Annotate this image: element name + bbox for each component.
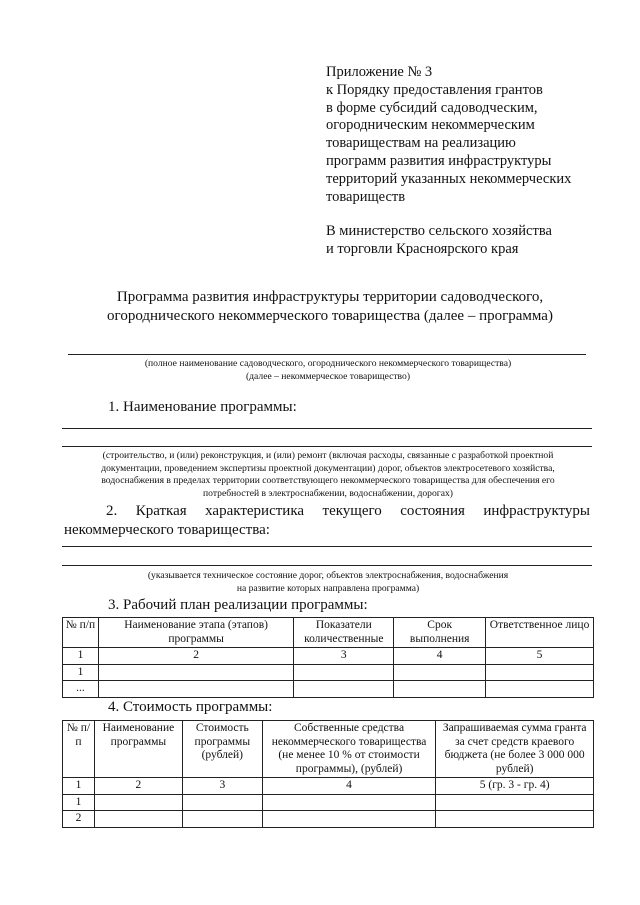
table-cell[interactable]: [94, 794, 182, 811]
recipient-line: и торговли Красноярского края: [326, 241, 519, 258]
infrastructure-line-2[interactable]: [62, 565, 592, 566]
section1-heading: 1. Наименование программы:: [108, 399, 297, 415]
appendix-line: в форме субсидий садоводческим,: [326, 99, 538, 116]
column-number: 2: [94, 778, 182, 795]
appendix-block: [326, 64, 626, 259]
appendix-line: программ развития инфраструктуры: [326, 152, 552, 169]
header-cell: Ответственное лицо: [486, 618, 594, 648]
infrastructure-line-1[interactable]: [62, 546, 592, 547]
table-row: [63, 794, 594, 811]
caption-line: (далее – некоммерческое товарищество): [245, 370, 411, 382]
caption-line: (полное наименование садоводческого, огороднического некоммерческого товарищества): [144, 358, 512, 369]
appendix-number: Приложение № 3: [326, 64, 433, 80]
header-cell: Собственные средства некоммерческого товарищества (не менее 10 % от стоимости программы), (рублей): [262, 721, 436, 778]
column-number-row: [63, 648, 594, 665]
row-number: 2: [63, 811, 95, 828]
table-cell[interactable]: [394, 664, 486, 681]
caption-line: (указывается техническое состояние дорог, объектов электроснабжения, водоснабжения: [147, 570, 509, 581]
table-cell[interactable]: [94, 811, 182, 828]
table-header-row: [63, 618, 594, 648]
header-cell: № п/п: [63, 721, 95, 778]
table-cell[interactable]: [394, 681, 486, 698]
program-name-line-2[interactable]: [62, 446, 592, 447]
appendix-line: огородническим некоммерческим: [326, 117, 535, 134]
appendix-line: территорий указанных некоммерческих: [326, 170, 572, 187]
caption-line: (строительство, и (или) реконструкция, и (или) ремонт (включая расходы, связанные с разработкой проектной: [102, 450, 554, 461]
recipient-line: В министерство сельского хозяйства: [326, 223, 552, 240]
header-cell: Срок выполнения: [394, 618, 486, 648]
header-cell: Стоимость программы (рублей): [182, 721, 262, 778]
table-cell[interactable]: [98, 664, 293, 681]
table-cell[interactable]: [262, 794, 436, 811]
header-cell: Наименование этапа (этапов) программы: [98, 618, 293, 648]
section3-heading: 3. Рабочий план реализации программы:: [108, 597, 368, 613]
heading-line: 2. Краткая характеристика текущего состояния инфраструктуры: [106, 503, 590, 519]
heading-line: некоммерческого товарищества:: [64, 522, 270, 538]
document-title: [60, 288, 600, 326]
column-number: 3: [182, 778, 262, 795]
table-cell[interactable]: [486, 681, 594, 698]
table-cell[interactable]: [182, 794, 262, 811]
column-number: 4: [394, 648, 486, 665]
table-cell[interactable]: [98, 681, 293, 698]
caption-line: на развитие которых направлена программа): [236, 582, 420, 594]
column-number: 3: [294, 648, 394, 665]
column-number: 5 (гр. 3 - гр. 4): [436, 778, 594, 795]
column-number: 1: [63, 648, 99, 665]
table-cell[interactable]: [262, 811, 436, 828]
title-line: огороднического некоммерческого товарищества (далее – программа): [107, 308, 553, 324]
title-line: Программа развития инфраструктуры территории садоводческого,: [116, 289, 544, 305]
table-cell[interactable]: [294, 681, 394, 698]
program-cost-table: [62, 720, 594, 828]
table-cell[interactable]: [436, 811, 594, 828]
header-cell: Показатели количественные: [294, 618, 394, 648]
appendix-line: товариществ: [326, 188, 406, 205]
appendix-line: к Порядку предоставления грантов: [326, 81, 543, 98]
table-cell[interactable]: [182, 811, 262, 828]
table-row: [63, 664, 594, 681]
caption-line: потребностей в электроснабжении, водоснабжении, дорогах): [203, 487, 453, 499]
section1-caption: [60, 450, 596, 500]
program-name-line-1[interactable]: [62, 428, 592, 429]
caption-line: водоснабжения в пределах территории соответствующего некоммерческого товарищества для обеспечения его: [101, 475, 555, 487]
column-number: 5: [486, 648, 594, 665]
work-plan-table: [62, 617, 594, 698]
column-number: 1: [63, 778, 95, 795]
caption-line: документации, проведением экспертизы проектной документации) дорог, объектов электросетевого хозяйства,: [101, 462, 555, 474]
table-row: [63, 811, 594, 828]
section4-heading: 4. Стоимость программы:: [108, 699, 273, 715]
section2-heading: [64, 502, 590, 540]
table-header-row: [63, 721, 594, 778]
table-cell[interactable]: [486, 664, 594, 681]
column-number: 2: [98, 648, 293, 665]
header-cell: Запрашиваемая сумма гранта за счет средств краевого бюджета (не более 3 000 000 рублей): [436, 721, 594, 778]
header-cell: Наименование программы: [94, 721, 182, 778]
partnership-name-caption: [60, 358, 596, 383]
row-number: 1: [63, 794, 95, 811]
row-number: 1: [63, 664, 99, 681]
column-number: 4: [262, 778, 436, 795]
table-cell[interactable]: [294, 664, 394, 681]
column-number-row: [63, 778, 594, 795]
row-number: ...: [63, 681, 99, 698]
section2-caption: [60, 570, 596, 595]
partnership-name-line[interactable]: [68, 354, 586, 355]
table-row: [63, 681, 594, 698]
appendix-line: товариществам на реализацию: [326, 135, 516, 152]
header-cell: № п/п: [63, 618, 99, 648]
table-cell[interactable]: [436, 794, 594, 811]
